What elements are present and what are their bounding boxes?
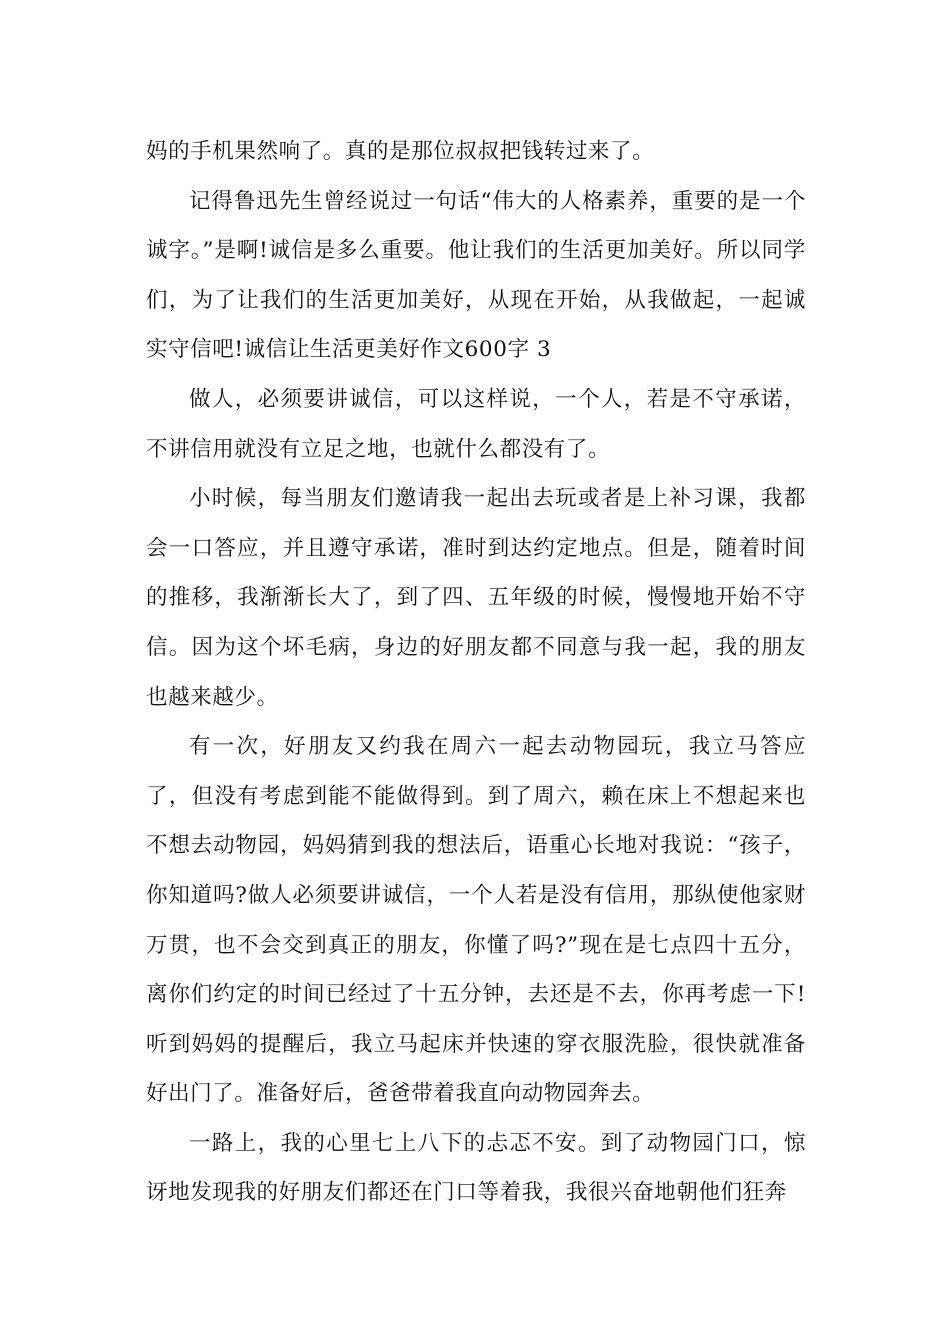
paragraph-childhood: 小时候，每当朋友们邀请我一起出去玩或者是上补习课，我都会一口答应，并且遵守承诺，准时到达约定地点。但是，随着时间的推移，我渐渐长大了，到了四、五年级的时候，慢慢地开始不守信。因为这个坏毛病，身边的好朋友都不同意与我一起，我的朋友也越来越少。 <box>146 486 806 710</box>
paragraph-continuation: 妈的手机果然响了。真的是那位叔叔把钱转过来了。 <box>146 139 655 164</box>
paragraph-lu-xun-quote: 记得鲁迅先生曾经说过一句话“伟大的人格素养，重要的是一个诚字。”是啊!诚信是多么重要。他让我们的生活更加美好。所以同学们，为了让我们的生活更加美好，从现在开始，从我做起，一起诚实守信吧!诚信让生活更美好作文600字 3 <box>146 188 806 363</box>
paragraph-honesty-intro: 做人，必须要讲诚信，可以这样说，一个人，若是不守承诺，不讲信用就没有立足之地，也就什么都没有了。 <box>146 386 806 462</box>
paragraph-on-the-way: 一路上，我的心里七上八下的忐忑不安。到了动物园门口，惊讶地发现我的好朋友们都还在门口等着我，我很兴奋地朝他们狂奔 <box>146 1130 806 1206</box>
paragraph-zoo-story: 有一次，好朋友又约我在周六一起去动物园玩，我立马答应了，但没有考虑到能不能做得到。到了周六，赖在床上不想起来也不想去动物园，妈妈猜到我的想法后，语重心长地对我说：“孩子，你知道吗?做人必须要讲诚信，一个人若是没有信用，那纵使他家财万贯，也不会交到真正的朋友，你懂了吗?”现在是七点四十五分，离你们约定的时间已经过了十五分钟，去还是不去，你再考虑一下!听到妈妈的提醒后，我立马起床并快速的穿衣服洗脸，很快就准备好出门了。准备好后，爸爸带着我直向动物园奔去。 <box>146 734 806 1107</box>
essay-body <box>146 127 806 1218</box>
